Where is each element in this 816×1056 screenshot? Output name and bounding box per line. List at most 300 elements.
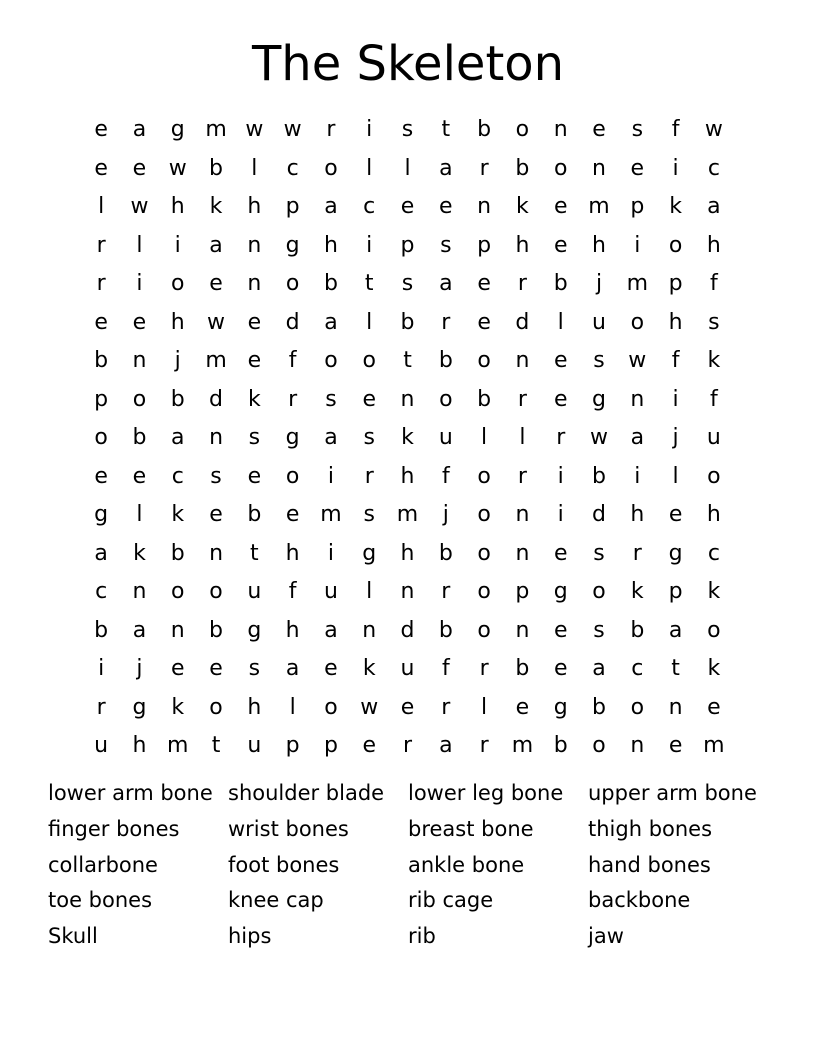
grid-letter: e xyxy=(362,733,376,758)
grid-letter: l xyxy=(366,155,373,181)
word-list-item: ankle bone xyxy=(408,852,525,877)
grid-letter: j xyxy=(595,271,603,296)
grid-letter: e xyxy=(209,656,223,681)
grid-letter: n xyxy=(515,502,530,527)
grid-letter: o xyxy=(477,463,491,489)
grid-letter: o xyxy=(592,733,606,758)
grid-letter: j xyxy=(442,502,449,527)
grid-letter: n xyxy=(592,155,606,181)
grid-letter: o xyxy=(553,155,568,181)
grid-letter: r xyxy=(479,155,489,181)
grid-letter: e xyxy=(94,463,108,489)
grid-letter: u xyxy=(323,579,338,604)
grid-letter: j xyxy=(672,425,679,450)
grid-letter: a xyxy=(171,425,185,450)
grid-letter: l xyxy=(366,579,373,604)
grid-letter: p xyxy=(515,579,530,604)
grid-letter: o xyxy=(324,694,338,720)
grid-letter: d xyxy=(400,617,415,643)
grid-letter: k xyxy=(362,656,376,681)
grid-letter: o xyxy=(362,348,376,373)
grid-letter: f xyxy=(710,271,718,296)
grid-letter: w xyxy=(130,194,149,219)
grid-letter: r xyxy=(556,425,566,450)
grid-letter: h xyxy=(592,232,606,258)
grid-letter: o xyxy=(707,617,721,643)
grid-letter: n xyxy=(515,617,530,643)
grid-letter: s xyxy=(440,232,452,258)
grid-letter: e xyxy=(553,194,568,219)
letter-grid xyxy=(82,111,733,766)
grid-letter: r xyxy=(96,694,106,720)
grid-letter: e xyxy=(592,117,606,142)
grid-letter: r xyxy=(288,386,298,412)
grid-letter: i xyxy=(557,463,564,489)
grid-letter: l xyxy=(557,309,564,335)
grid-letter: o xyxy=(209,694,223,720)
grid-letter: r xyxy=(441,309,451,335)
grid-letter: h xyxy=(668,309,683,335)
grid-letter: u xyxy=(592,309,606,335)
grid-letter: f xyxy=(710,386,718,412)
grid-letter: e xyxy=(553,617,568,643)
grid-letter: i xyxy=(98,656,105,681)
grid-letter: w xyxy=(628,348,647,373)
grid-letter: n xyxy=(668,694,683,720)
grid-letter: s xyxy=(248,425,261,450)
grid-letter: a xyxy=(630,425,645,450)
grid-letter: w xyxy=(590,425,608,450)
grid-letter: o xyxy=(477,348,491,373)
grid-letter: g xyxy=(132,694,147,720)
grid-letter: m xyxy=(703,733,725,758)
word-list-item: collarbone xyxy=(48,852,158,877)
grid-letter: t xyxy=(403,348,412,373)
grid-letter: l xyxy=(404,155,411,181)
grid-letter: n xyxy=(630,386,645,412)
grid-letter: b xyxy=(592,463,606,489)
grid-letter: h xyxy=(247,194,262,219)
grid-letter: t xyxy=(441,117,451,142)
grid-letter: e xyxy=(94,309,108,335)
grid-letter: o xyxy=(477,540,491,566)
grid-letter: u xyxy=(706,425,721,450)
grid-letter: n xyxy=(477,194,492,219)
grid-letter: n xyxy=(515,348,530,373)
grid-letter: s xyxy=(401,117,414,142)
grid-letter: a xyxy=(209,232,223,258)
grid-letter: o xyxy=(439,386,453,412)
grid-letter: g xyxy=(553,694,568,720)
grid-letter: m xyxy=(167,733,189,758)
grid-letter: w xyxy=(360,694,379,720)
grid-letter: p xyxy=(630,194,645,219)
page-title: The Skeleton xyxy=(251,36,565,92)
grid-letter: d xyxy=(285,309,300,335)
word-list-item: knee cap xyxy=(228,888,324,913)
grid-letter: b xyxy=(209,155,224,181)
grid-letter: c xyxy=(286,155,299,181)
grid-letter: n xyxy=(515,540,530,566)
grid-letter: a xyxy=(94,540,108,566)
grid-letter: w xyxy=(168,155,187,181)
grid-letter: w xyxy=(207,309,226,335)
grid-letter: r xyxy=(364,463,374,489)
grid-letter: b xyxy=(247,502,262,527)
grid-letter: j xyxy=(174,348,181,373)
word-list-item: jaw xyxy=(588,924,624,949)
word-list-item: breast bone xyxy=(408,816,534,841)
grid-letter: f xyxy=(441,656,450,681)
grid-letter: g xyxy=(592,386,606,412)
grid-letter: b xyxy=(553,733,568,758)
grid-letter: b xyxy=(94,348,109,373)
grid-letter: r xyxy=(96,271,106,296)
grid-letter: j xyxy=(136,656,143,681)
grid-letter: a xyxy=(439,271,453,296)
grid-letter: w xyxy=(245,117,264,142)
grid-letter: t xyxy=(364,271,374,296)
grid-letter: o xyxy=(477,579,491,604)
grid-letter: s xyxy=(593,540,605,566)
grid-letter: s xyxy=(631,117,644,142)
grid-letter: a xyxy=(132,117,147,142)
grid-letter: p xyxy=(323,733,338,758)
grid-letter: r xyxy=(517,271,527,296)
grid-letter: p xyxy=(668,271,683,296)
grid-letter: o xyxy=(171,579,185,604)
grid-letter: n xyxy=(362,617,377,643)
grid-letter: n xyxy=(132,348,147,373)
grid-letter: k xyxy=(133,540,146,566)
grid-letter: l xyxy=(519,425,526,450)
grid-letter: t xyxy=(671,656,680,681)
grid-letter: b xyxy=(553,271,568,296)
grid-letter: l xyxy=(366,309,373,335)
grid-letter: a xyxy=(285,656,300,681)
grid-letter: e xyxy=(247,348,262,373)
grid-letter: r xyxy=(441,579,451,604)
word-list-item: upper arm bone xyxy=(588,781,757,805)
grid-letter: h xyxy=(170,194,185,219)
grid-letter: b xyxy=(592,694,606,720)
grid-letter: a xyxy=(324,309,338,335)
word-list xyxy=(48,776,768,955)
grid-letter: i xyxy=(557,502,564,527)
grid-letter: e xyxy=(400,694,415,720)
grid-letter: e xyxy=(553,540,568,566)
grid-letter: e xyxy=(553,348,568,373)
grid-letter: u xyxy=(247,579,262,604)
grid-letter: b xyxy=(438,617,453,643)
grid-letter: n xyxy=(400,386,415,412)
grid-letter: w xyxy=(704,117,723,142)
grid-letter: t xyxy=(211,733,221,758)
grid-letter: e xyxy=(553,656,568,681)
grid-letter: b xyxy=(94,617,109,643)
grid-letter: m xyxy=(588,194,610,219)
grid-letter: n xyxy=(630,733,645,758)
grid-letter: g xyxy=(285,232,300,258)
grid-letter: h xyxy=(170,309,185,335)
grid-letter: e xyxy=(515,694,530,720)
grid-letter: o xyxy=(94,425,108,450)
grid-letter: b xyxy=(515,656,530,681)
grid-letter: a xyxy=(132,617,147,643)
word-list-item: rib cage xyxy=(408,888,494,913)
grid-letter: n xyxy=(553,117,568,142)
grid-letter: b xyxy=(170,540,185,566)
grid-letter: a xyxy=(592,656,606,681)
grid-letter: e xyxy=(209,271,223,296)
grid-letter: i xyxy=(327,463,334,489)
grid-letter: b xyxy=(400,309,415,335)
word-list-item: Skull xyxy=(48,924,98,949)
grid-letter: k xyxy=(669,194,682,219)
grid-letter: e xyxy=(362,386,376,412)
grid-letter: k xyxy=(171,694,185,720)
grid-letter: f xyxy=(671,117,680,142)
grid-letter: r xyxy=(326,117,336,142)
grid-letter: h xyxy=(706,502,721,527)
grid-letter: g xyxy=(94,502,109,527)
grid-letter: c xyxy=(171,463,184,489)
grid-letter: a xyxy=(439,733,453,758)
grid-letter: a xyxy=(324,194,338,219)
word-list-item: foot bones xyxy=(228,852,340,877)
grid-letter: m xyxy=(320,502,342,527)
word-list-item: backbone xyxy=(588,888,691,913)
grid-letter: s xyxy=(248,656,261,681)
word-list-item: hips xyxy=(228,924,272,949)
grid-letter: o xyxy=(285,271,300,296)
grid-letter: r xyxy=(517,386,527,412)
grid-letter: d xyxy=(209,386,224,412)
grid-letter: e xyxy=(439,194,453,219)
grid-letter: e xyxy=(94,117,108,142)
grid-letter: c xyxy=(363,194,376,219)
word-list-item: shoulder blade xyxy=(228,781,385,805)
grid-letter: e xyxy=(630,155,645,181)
grid-letter: b xyxy=(515,155,530,181)
grid-letter: h xyxy=(132,733,147,758)
grid-letter: f xyxy=(441,463,450,489)
grid-letter: u xyxy=(247,733,262,758)
grid-letter: d xyxy=(515,309,530,335)
grid-letter: s xyxy=(401,271,414,296)
grid-letter: l xyxy=(481,694,488,720)
grid-letter: u xyxy=(438,425,453,450)
grid-letter: h xyxy=(630,502,645,527)
grid-letter: r xyxy=(517,463,527,489)
grid-letter: s xyxy=(593,348,605,373)
grid-letter: i xyxy=(634,232,641,258)
grid-letter: b xyxy=(170,386,185,412)
grid-letter: l xyxy=(672,463,679,489)
grid-letter: c xyxy=(707,540,720,566)
grid-letter: k xyxy=(247,386,261,412)
grid-letter: b xyxy=(323,271,338,296)
grid-letter: h xyxy=(285,540,300,566)
grid-letter: m xyxy=(205,348,227,373)
grid-letter: o xyxy=(668,232,683,258)
grid-letter: w xyxy=(283,117,302,142)
grid-letter: i xyxy=(634,463,641,489)
grid-letter: n xyxy=(209,540,224,566)
grid-letter: p xyxy=(477,232,492,258)
grid-letter: k xyxy=(630,579,644,604)
grid-letter: e xyxy=(400,194,415,219)
grid-letter: o xyxy=(171,271,185,296)
grid-letter: p xyxy=(285,194,300,219)
grid-letter: p xyxy=(94,386,109,412)
grid-letter: f xyxy=(288,579,297,604)
grid-letter: e xyxy=(477,309,491,335)
grid-letter: h xyxy=(247,694,262,720)
grid-letter: i xyxy=(366,232,373,258)
grid-letter: o xyxy=(592,579,606,604)
grid-letter: i xyxy=(174,232,181,258)
grid-letter: p xyxy=(668,579,683,604)
grid-letter: s xyxy=(363,425,375,450)
grid-letter: e xyxy=(477,271,491,296)
grid-letter: o xyxy=(707,463,721,489)
grid-letter: i xyxy=(672,155,679,181)
grid-letter: e xyxy=(285,502,300,527)
grid-letter: k xyxy=(707,579,721,604)
grid-letter: h xyxy=(285,617,300,643)
word-list-item: wrist bones xyxy=(228,816,349,841)
grid-letter: h xyxy=(400,463,415,489)
grid-letter: n xyxy=(247,232,262,258)
grid-letter: o xyxy=(477,617,491,643)
grid-letter: r xyxy=(632,540,642,566)
grid-letter: m xyxy=(205,117,227,142)
grid-letter: p xyxy=(400,232,415,258)
grid-letter: h xyxy=(400,540,415,566)
word-list-item: toe bones xyxy=(48,888,153,913)
word-list-item: thigh bones xyxy=(588,816,713,841)
grid-letter: k xyxy=(401,425,414,450)
grid-letter: g xyxy=(553,579,568,604)
grid-letter: l xyxy=(136,232,143,258)
grid-letter: e xyxy=(553,232,568,258)
grid-letter: k xyxy=(209,194,223,219)
grid-letter: h xyxy=(706,232,721,258)
grid-letter: u xyxy=(94,733,109,758)
grid-letter: a xyxy=(668,617,683,643)
word-list-item: finger bones xyxy=(48,816,180,841)
grid-letter: e xyxy=(247,463,262,489)
grid-letter: d xyxy=(592,502,606,527)
grid-letter: u xyxy=(400,656,415,681)
grid-letter: b xyxy=(630,617,645,643)
grid-letter: c xyxy=(707,155,720,181)
grid-letter: a xyxy=(439,155,453,181)
grid-letter: b xyxy=(438,348,453,373)
grid-letter: e xyxy=(707,694,721,720)
grid-letter: k xyxy=(707,348,721,373)
grid-letter: e xyxy=(132,155,147,181)
grid-letter: k xyxy=(707,656,721,681)
word-list-item: rib xyxy=(408,924,436,949)
grid-letter: c xyxy=(631,656,644,681)
grid-letter: b xyxy=(132,425,147,450)
grid-letter: n xyxy=(400,579,415,604)
grid-letter: n xyxy=(247,271,262,296)
grid-letter: o xyxy=(324,348,338,373)
grid-letter: r xyxy=(403,733,413,758)
grid-letter: o xyxy=(209,579,223,604)
grid-letter: a xyxy=(324,617,338,643)
grid-letter: r xyxy=(479,656,489,681)
grid-letter: f xyxy=(288,348,297,373)
grid-letter: n xyxy=(170,617,185,643)
grid-letter: i xyxy=(366,117,373,142)
grid-letter: e xyxy=(132,463,147,489)
word-list-item: lower leg bone xyxy=(408,781,564,805)
grid-letter: r xyxy=(441,694,451,720)
grid-letter: l xyxy=(136,502,143,527)
grid-letter: a xyxy=(707,194,721,219)
grid-letter: r xyxy=(479,733,489,758)
grid-letter: g xyxy=(362,540,377,566)
grid-letter: b xyxy=(477,117,492,142)
grid-letter: o xyxy=(630,309,645,335)
grid-letter: g xyxy=(247,617,262,643)
grid-letter: o xyxy=(477,502,491,527)
grid-letter: s xyxy=(593,617,605,643)
grid-letter: s xyxy=(210,463,222,489)
grid-letter: m xyxy=(626,271,649,296)
grid-letter: e xyxy=(668,502,683,527)
grid-letter: m xyxy=(511,733,534,758)
grid-letter: g xyxy=(668,540,683,566)
grid-letter: e xyxy=(247,309,262,335)
grid-letter: p xyxy=(285,733,300,758)
grid-letter: a xyxy=(324,425,338,450)
grid-letter: e xyxy=(132,309,147,335)
grid-letter: s xyxy=(363,502,375,527)
grid-letter: e xyxy=(553,386,568,412)
grid-letter: o xyxy=(515,117,530,142)
grid-letter: h xyxy=(515,232,530,258)
grid-letter: n xyxy=(132,579,147,604)
grid-letter: e xyxy=(324,656,338,681)
grid-letter: e xyxy=(170,656,185,681)
grid-letter: e xyxy=(209,502,223,527)
grid-letter: c xyxy=(95,579,108,604)
grid-letter: l xyxy=(481,425,488,450)
grid-letter: o xyxy=(132,386,147,412)
grid-letter: i xyxy=(672,386,679,412)
grid-letter: r xyxy=(96,232,106,258)
grid-letter: l xyxy=(98,194,105,219)
grid-letter: o xyxy=(324,155,338,181)
grid-letter: i xyxy=(136,271,143,296)
word-list-item: lower arm bone xyxy=(48,781,213,805)
grid-letter: k xyxy=(516,194,529,219)
grid-letter: t xyxy=(250,540,259,566)
grid-letter: o xyxy=(630,694,645,720)
grid-letter: h xyxy=(323,232,338,258)
grid-letter: o xyxy=(285,463,300,489)
grid-letter: k xyxy=(171,502,185,527)
grid-letter: e xyxy=(94,155,108,181)
grid-letter: i xyxy=(327,540,334,566)
grid-letter: e xyxy=(668,733,683,758)
grid-letter: f xyxy=(671,348,680,373)
